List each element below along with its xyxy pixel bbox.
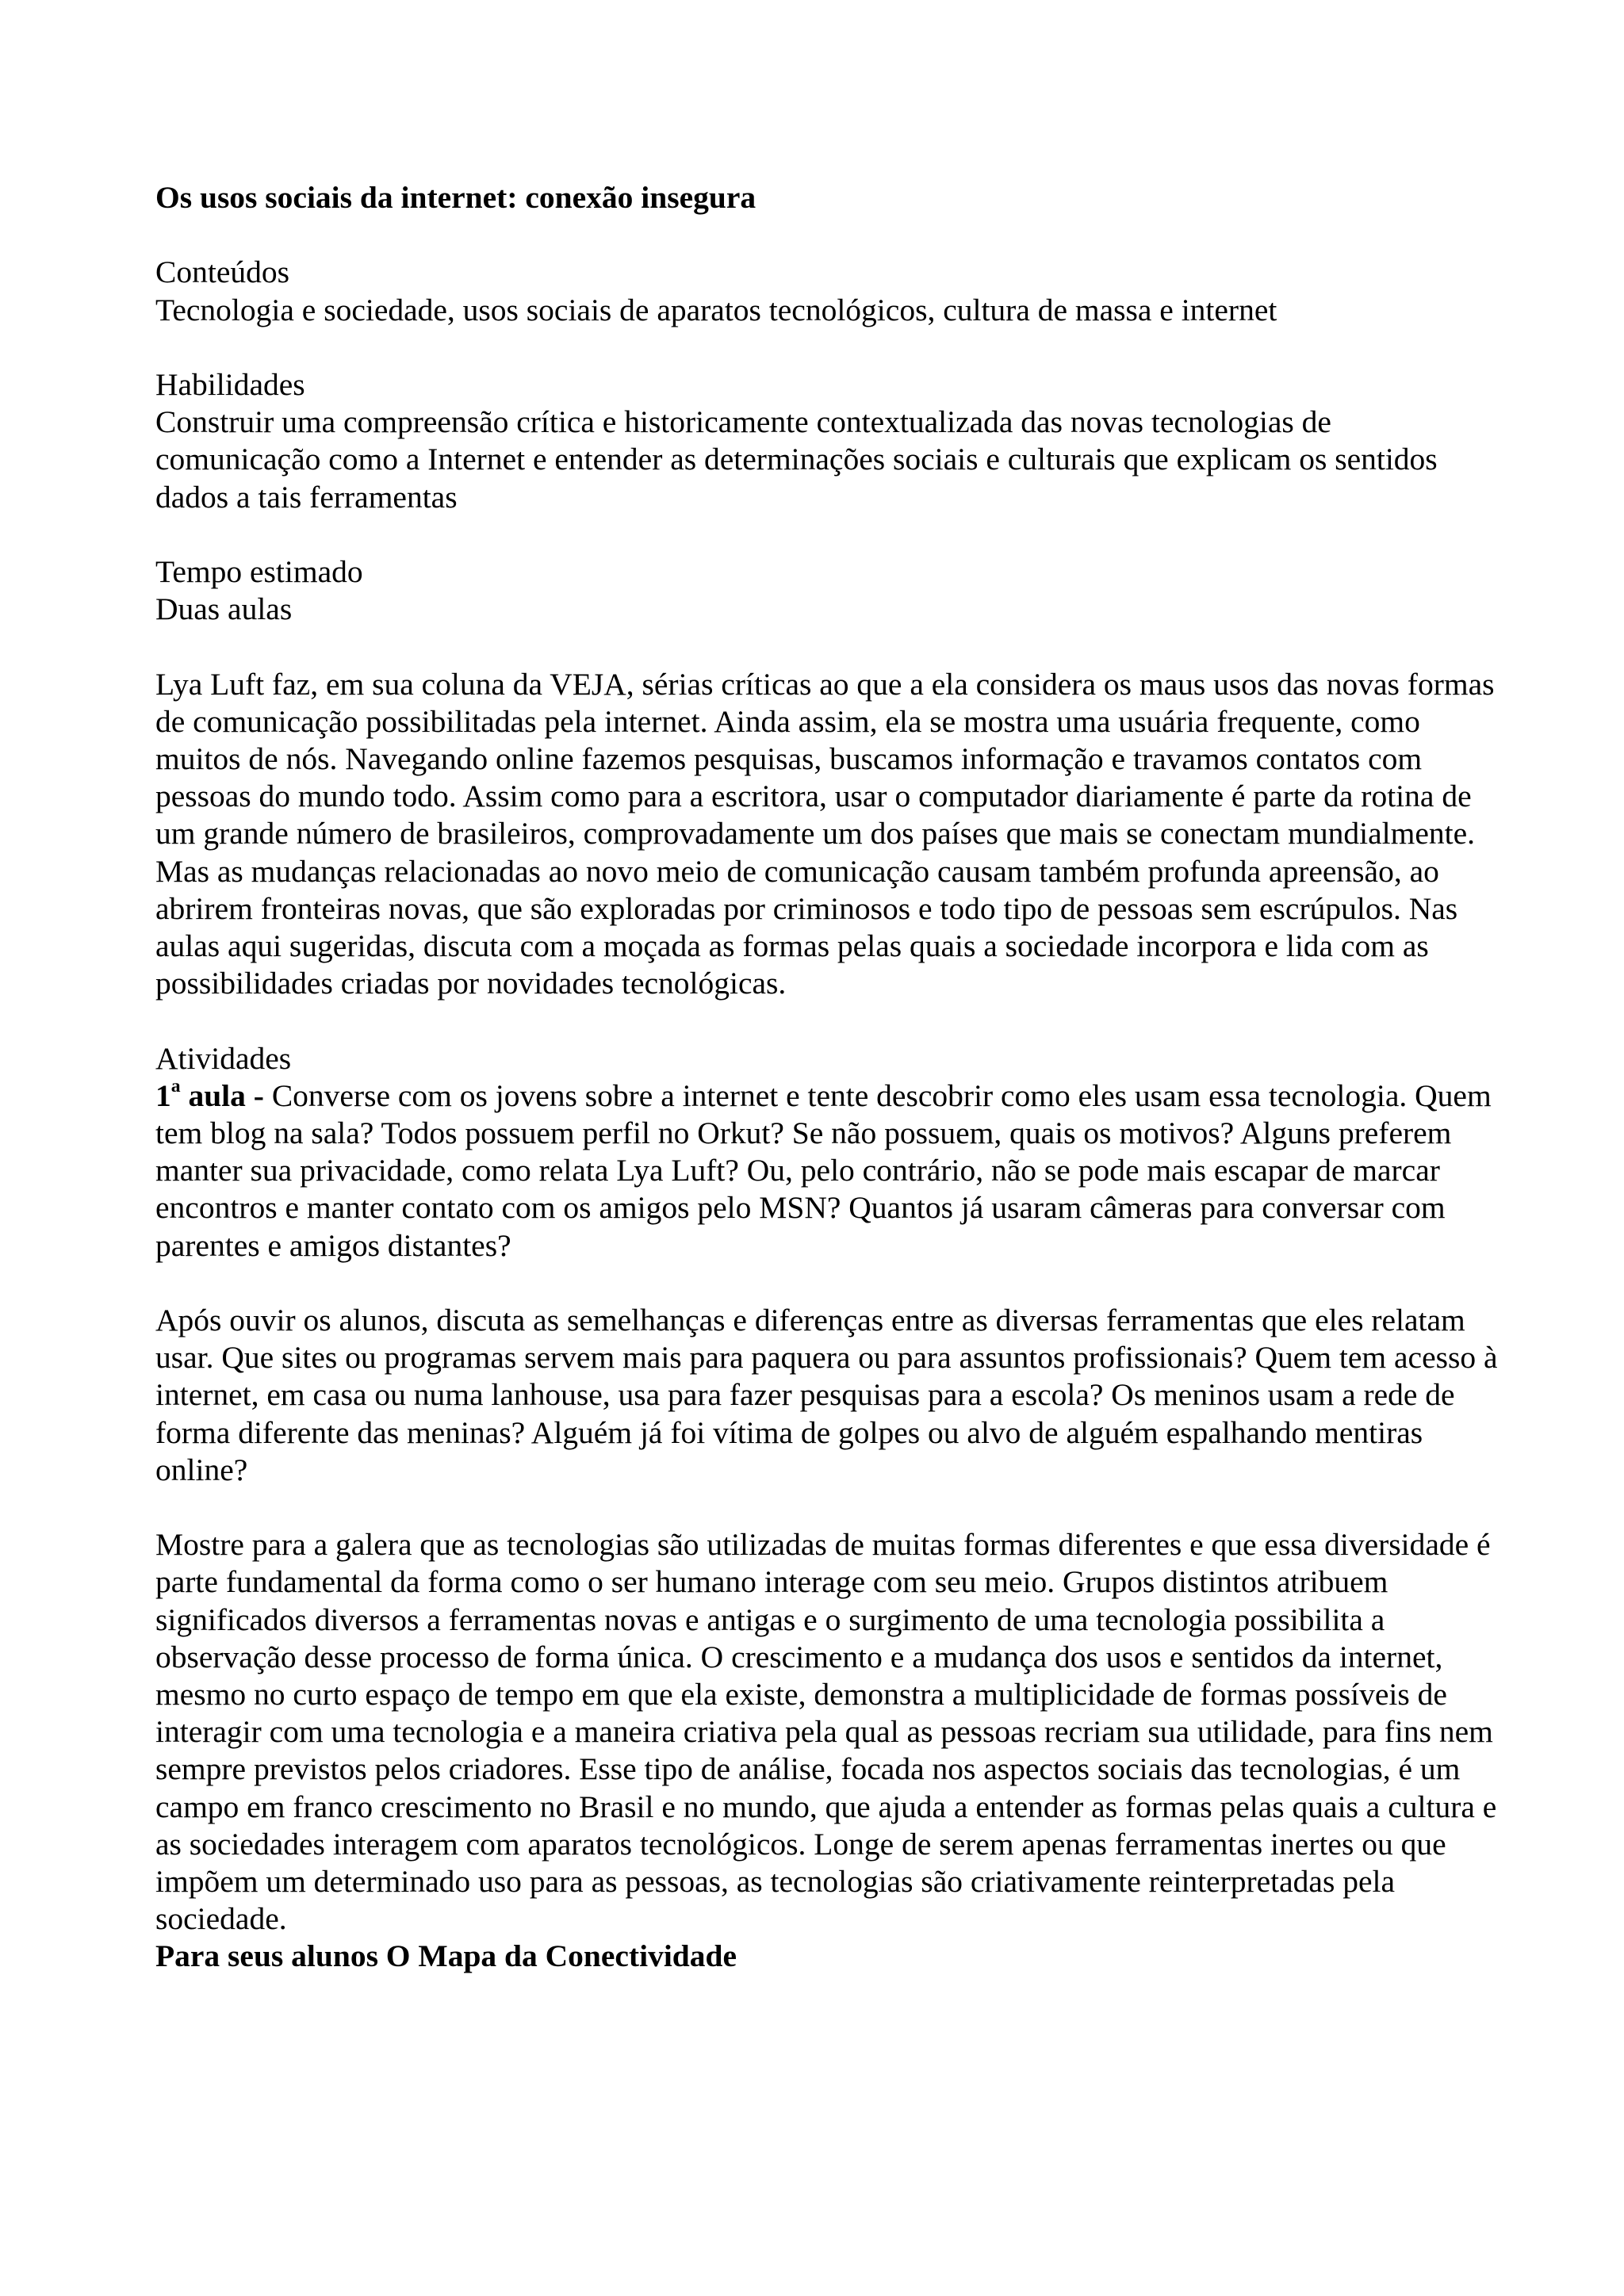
aula-1-label: aula - [180, 1077, 272, 1113]
conteudos-section [155, 254, 1503, 328]
tempo-text: Duas aulas [155, 591, 293, 627]
conteudos-label: Conteúdos [155, 254, 289, 290]
aula-1-paragraph [155, 1077, 1503, 1265]
habilidades-label: Habilidades [155, 366, 305, 402]
habilidades-section [155, 366, 1503, 516]
spacer [155, 1489, 1503, 1526]
spacer [155, 1265, 1503, 1302]
document-title: Os usos sociais da internet: conexão insegura [155, 180, 756, 215]
habilidades-text: Construir uma compreensão crítica e historicamente contextualizada das novas tecnologias de comunicação como a Internet e entender as determinações sociais e culturais que explicam os sentidos dados a tais ferramentas [155, 404, 1438, 515]
paragraph-mostre: Mostre para a galera que as tecnologias são utilizadas de muitas formas diferentes e que essa diversidade é parte fundamental da forma como o ser humano interage com seu meio. Grupos distintos atribuem significados diversos a ferramentas novas e antigas e o surgimento de uma tecnologia possibilita a observação desse processo de forma única. O crescimento e a mudança dos usos e sentidos da internet, mesmo no curto espaço de tempo em que ela existe, demonstra a multiplicidade de formas possíveis de interagir com uma tecnologia e a maneira criativa pela qual as pessoas recriam sua utilidade, para fins nem sempre previstos pelos criadores. Esse tipo de análise, focada nos aspectos sociais das tecnologias, é um campo em franco crescimento no Brasil e no mundo, que ajuda a entender as formas pelas quais a cultura e as sociedades interagem com aparatos tecnológicos. Longe de serem apenas ferramentas inertes ou que impõem um determinado uso para as pessoas, as tecnologias são criativamente reinterpretadas pela sociedade. [155, 1527, 1497, 1937]
paragraph-apos-ouvir: Após ouvir os alunos, discuta as semelhanças e diferenças entre as diversas ferramentas que eles relatam usar. Que sites ou programas servem mais para paquera ou para assuntos profissionais? Quem tem acesso à internet, em casa ou numa lanhouse, usa para fazer pesquisas para a escola? Os meninos usam a rede de forma diferente das meninas? Alguém já foi vítima de golpes ou alvo de alguém espalhando mentiras online? [155, 1303, 1498, 1487]
closing-heading: Para seus alunos O Mapa da Conectividade [155, 1938, 737, 1974]
atividades-label: Atividades [155, 1040, 292, 1076]
intro-paragraph: Lya Luft faz, em sua coluna da VEJA, sérias críticas ao que a ela considera os maus usos das novas formas de comunicação possibilitadas pela internet. Ainda assim, ela se mostra uma usuária frequente, como muitos de nós. Navegando online fazemos pesquisas, buscamos informação e travamos contatos com pessoas do mundo todo. Assim como para a escritora, usar o computador diariamente é parte da rotina de um grande número de brasileiros, comprovadamente um dos países que mais se conectam mundialmente. Mas as mudanças relacionadas ao novo meio de comunicação causam também profunda apreensão, ao abrirem fronteiras novas, que são exploradas por criminosos e todo tipo de pessoas sem escrúpulos. Nas aulas aqui sugeridas, discuta com a moçada as formas pelas quais a sociedade incorpora e lida com as possibilidades criadas por novidades tecnológicas. [155, 666, 1495, 1001]
spacer [155, 516, 1503, 553]
atividades-section [155, 1040, 1503, 1265]
spacer [155, 216, 1503, 254]
aula-1-number: 1 [155, 1077, 171, 1113]
spacer [155, 628, 1503, 665]
document-page [155, 179, 1503, 1976]
spacer [155, 1002, 1503, 1039]
tempo-label: Tempo estimado [155, 553, 363, 589]
tempo-section [155, 553, 1503, 628]
aula-1-text: Converse com os jovens sobre a internet e tente descobrir como eles usam essa tecnologia. Quem tem blog na sala? Todos possuem perfil no Orkut? Se não possuem, quais os motivos? Alguns preferem manter sua privacidade, como relata Lya Luft? Ou, pelo contrário, não se pode mais escapar de marcar encontros e manter contato com os amigos pelo MSN? Quantos já usaram câmeras para conversar com parentes e amigos distantes? [155, 1077, 1492, 1263]
conteudos-text: Tecnologia e sociedade, usos sociais de aparatos tecnológicos, cultura de massa e internet [155, 292, 1277, 327]
spacer [155, 329, 1503, 366]
aula-1-ordinal: a [170, 1076, 181, 1097]
